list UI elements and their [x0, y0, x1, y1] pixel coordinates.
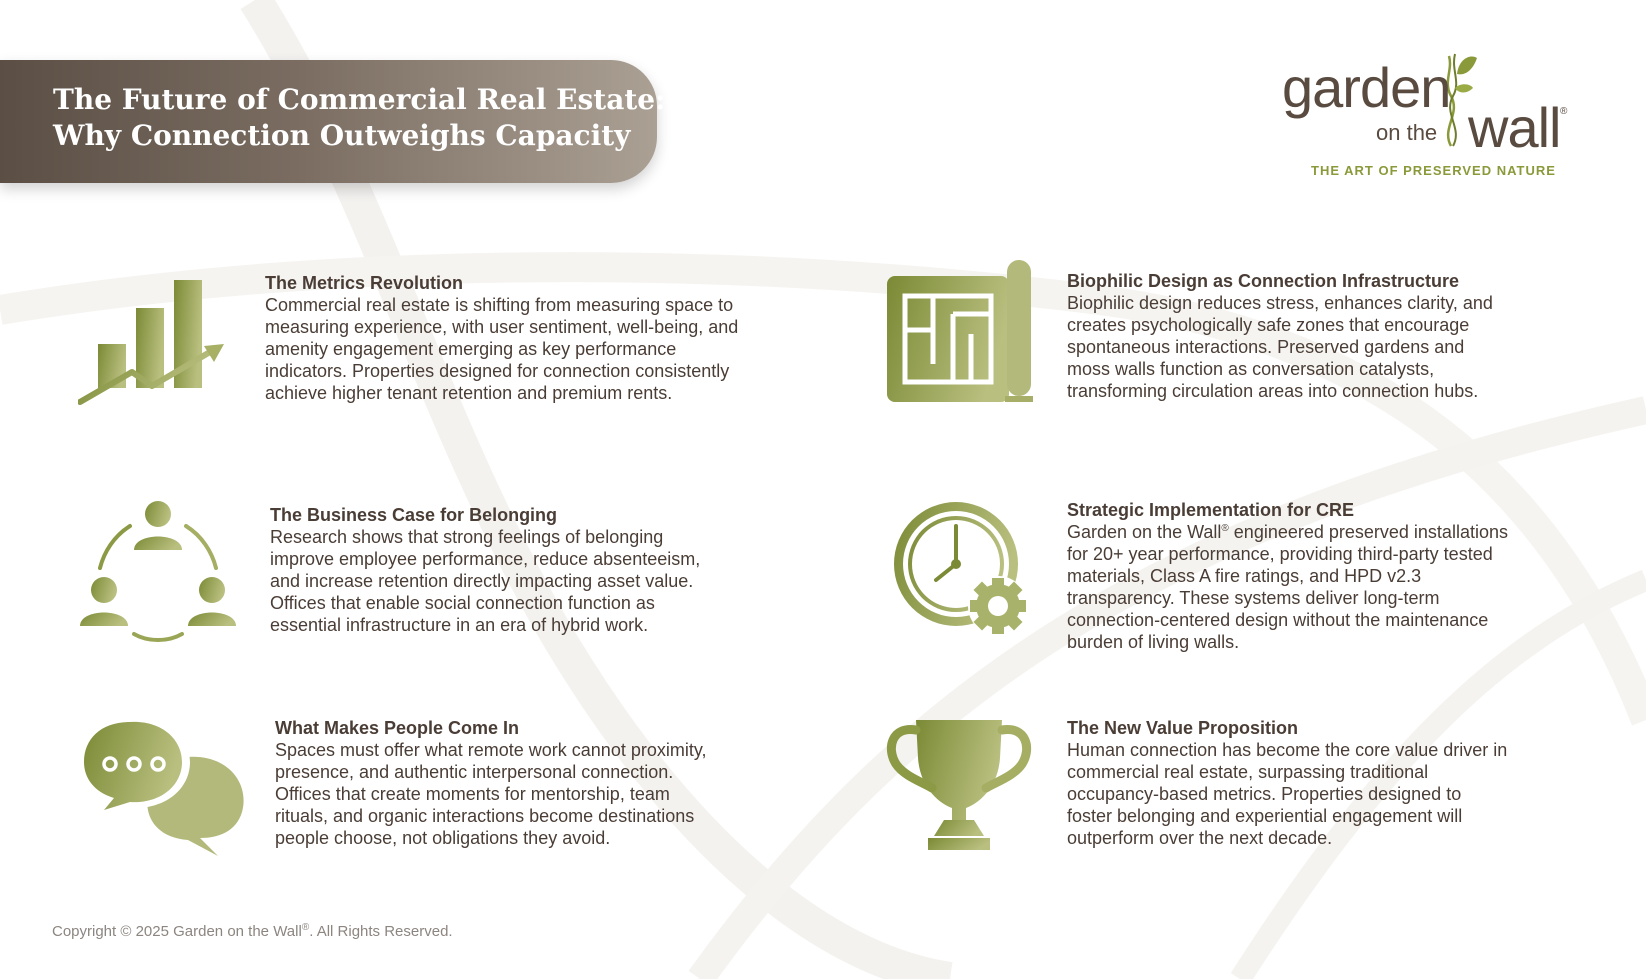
section-heading: The Metrics Revolution [265, 273, 464, 293]
registered-mark: ® [301, 922, 310, 933]
section-body [275, 739, 707, 849]
body-line: improve employee performance, reduce absenteeism, [270, 549, 701, 569]
body-line: essential infrastructure in an era of hybrid work. [270, 615, 649, 635]
brand-name: Garden on the Wall [1067, 522, 1222, 542]
body-line: materials, Class A fire ratings, and HPD v2.3 [1067, 566, 1422, 586]
body-line: Offices that create moments for mentorship, team [275, 784, 670, 804]
blueprint-floorplan-icon [887, 260, 1033, 406]
body-line: burden of living walls. [1067, 632, 1240, 652]
registered-mark: ® [1221, 523, 1229, 534]
copyright-text: Copyright © 2025 Garden on the Wall [52, 923, 302, 940]
section-body [1067, 739, 1507, 849]
section-heading: What Makes People Come In [275, 718, 520, 738]
body-line: moss walls function as conversation catalysts, [1067, 359, 1435, 379]
body-line: creates psychologically safe zones that encourage [1067, 315, 1470, 335]
logo-word-wall: wall [1468, 96, 1561, 159]
body-line: Human connection has become the core value driver in [1067, 740, 1508, 760]
body-line: transforming circulation areas into connection hubs. [1067, 381, 1479, 401]
section-body [270, 526, 700, 636]
body-line: commercial real estate, surpassing traditional [1067, 762, 1429, 782]
body-line: foster belonging and experiential engagement will [1067, 806, 1463, 826]
people-network-icon [78, 496, 238, 646]
section-body [1067, 292, 1493, 402]
body-line: occupancy-based metrics. Properties designed to [1067, 784, 1462, 804]
body-line: Commercial real estate is shifting from measuring space to [265, 295, 734, 315]
body-line: Offices that enable social connection function as [270, 593, 655, 613]
section-biophilic-design [1067, 270, 1493, 402]
logo-tagline: THE ART OF PRESERVED NATURE [1311, 163, 1556, 178]
copyright-footer [52, 923, 453, 940]
body-line [1067, 521, 1508, 543]
section-new-value-proposition [1067, 717, 1507, 849]
body-line: for 20+ year performance, providing third-party tested [1067, 544, 1493, 564]
trophy-icon [886, 718, 1032, 850]
body-line: spontaneous interactions. Preserved gardens and [1067, 337, 1465, 357]
section-what-makes-people-come-in [275, 717, 707, 849]
rights-text: . All Rights Reserved. [309, 923, 453, 940]
body-line: achieve higher tenant retention and premium rents. [265, 383, 673, 403]
body-line: people choose, not obligations they avoid. [275, 828, 611, 848]
logo-registered-mark: ® [1560, 106, 1568, 117]
logo-word-on-the: on the [1376, 120, 1438, 145]
body-line: presence, and authentic interpersonal connection. [275, 762, 674, 782]
section-heading: Biophilic Design as Connection Infrastructure [1067, 271, 1460, 291]
body-line: rituals, and organic interactions become destinations [275, 806, 695, 826]
body-line: amenity engagement emerging as key performance [265, 339, 677, 359]
body-line: measuring experience, with user sentiment, well-being, and [265, 317, 739, 337]
body-line: Spaces must offer what remote work cannot proximity, [275, 740, 707, 760]
body-line: and increase retention directly impacting asset value. [270, 571, 694, 591]
page-title-line-2: Why Connection Outweighs Capacity [53, 119, 631, 152]
section-metrics-revolution [265, 272, 738, 404]
body-line: transparency. These systems deliver long-term [1067, 588, 1440, 608]
body-line: Biophilic design reduces stress, enhances clarity, and [1067, 293, 1493, 313]
chat-bubbles-icon [78, 714, 248, 856]
section-business-case-belonging [270, 504, 700, 636]
section-strategic-implementation [1067, 499, 1508, 653]
clock-gear-icon [892, 500, 1028, 636]
garden-on-the-wall-logo [1282, 48, 1567, 183]
body-line: indicators. Properties designed for connection consistently [265, 361, 730, 381]
logo-word-garden: garden [1282, 56, 1451, 119]
body-text: engineered preserved installations [1228, 522, 1508, 542]
section-body [1067, 521, 1508, 653]
body-line: Research shows that strong feelings of belonging [270, 527, 664, 547]
body-line: outperform over the next decade. [1067, 828, 1333, 848]
section-heading: The New Value Proposition [1067, 718, 1299, 738]
section-heading: The Business Case for Belonging [270, 505, 558, 525]
section-body [265, 294, 738, 404]
title-banner [0, 60, 666, 183]
section-heading: Strategic Implementation for CRE [1067, 500, 1355, 520]
page-title-line-1: The Future of Commercial Real Estate: [53, 83, 666, 116]
body-line: connection-centered design without the maintenance [1067, 610, 1489, 630]
bar-chart-growth-icon [78, 276, 226, 406]
